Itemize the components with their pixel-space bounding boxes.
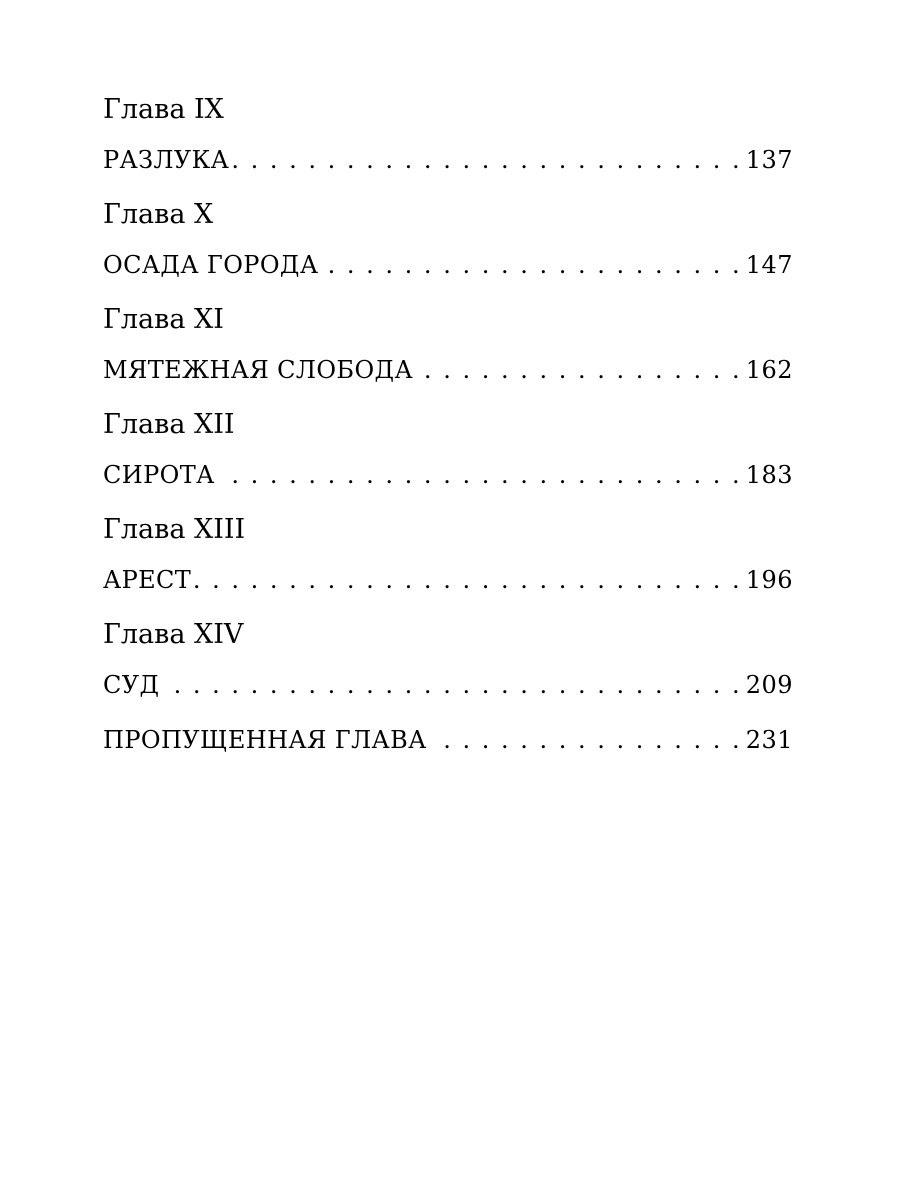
dot-leader (195, 562, 739, 598)
entry-title: СИРОТА (103, 461, 215, 489)
toc-entry[interactable] (103, 457, 793, 512)
toc-entry[interactable] (103, 247, 793, 302)
page-number: 209 (745, 671, 793, 699)
dot-leader (322, 247, 739, 283)
chapter-label: Глава XI (103, 304, 224, 335)
dot-leader (163, 667, 739, 703)
entry-title: ПРОПУЩЕННАЯ ГЛАВА (103, 726, 427, 754)
entry-title: АРЕСТ (103, 566, 192, 594)
dot-leader (219, 457, 740, 493)
table-of-contents (103, 92, 793, 777)
dot-leader (431, 722, 740, 758)
toc-entry[interactable] (103, 667, 793, 722)
page-number: 147 (745, 251, 793, 279)
page-number: 162 (745, 356, 793, 384)
entry-title: ОСАДА ГОРОДА (103, 251, 319, 279)
chapter-label: Глава XIII (103, 514, 246, 545)
toc-entry[interactable] (103, 352, 793, 407)
page-number: 196 (745, 566, 793, 594)
dot-leader (417, 352, 740, 388)
toc-entry[interactable] (103, 722, 793, 777)
toc-entry[interactable] (103, 562, 793, 617)
chapter-label: Глава X (103, 199, 214, 230)
page-number: 183 (745, 461, 793, 489)
entry-title: МЯТЕЖНАЯ СЛОБОДА (103, 356, 414, 384)
chapter-label: Глава IX (103, 94, 224, 125)
page-number: 137 (745, 146, 793, 174)
dot-leader (233, 142, 739, 178)
chapter-label: Глава XII (103, 409, 235, 440)
entry-title: СУД (103, 671, 160, 699)
toc-entry[interactable] (103, 142, 793, 197)
chapter-label: Глава XIV (103, 619, 244, 650)
entry-title: РАЗЛУКА (103, 146, 230, 174)
page-number: 231 (745, 726, 793, 754)
